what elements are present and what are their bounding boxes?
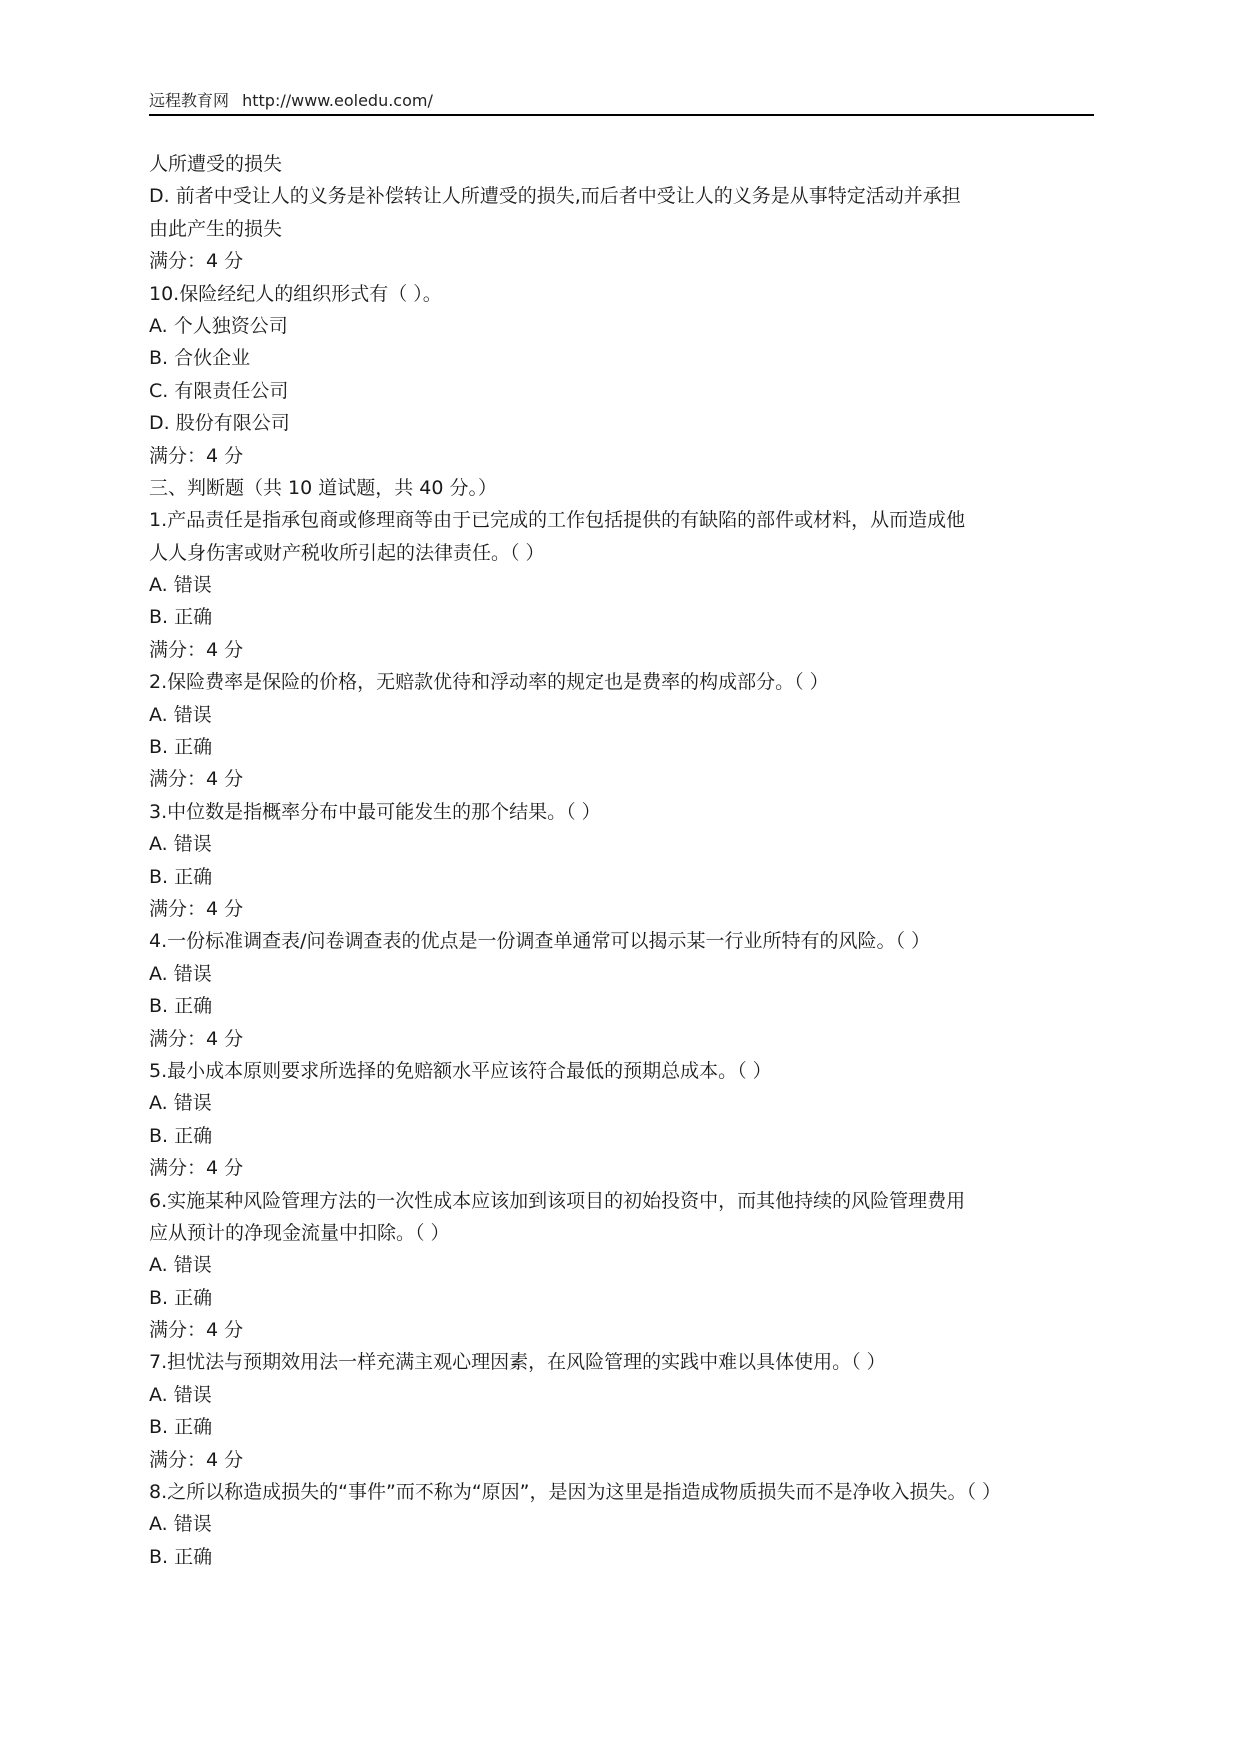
score-line: 满分：4 分 xyxy=(149,250,244,273)
score-line: 满分：4 分 xyxy=(149,897,244,920)
option-line: A. 错误 xyxy=(149,833,212,856)
option-line: A. 个人独资公司 xyxy=(149,314,288,337)
question-line: 应从预计的净现金流量中扣除。（ ） xyxy=(149,1221,450,1244)
text-line: 由此产生的损失 xyxy=(149,217,283,240)
question-line: 3.中位数是指概率分布中最可能发生的那个结果。（ ） xyxy=(149,800,601,823)
score-line: 满分：4 分 xyxy=(149,638,244,661)
option-line: A. 错误 xyxy=(149,574,212,597)
site-name: 远程教育网 xyxy=(149,91,230,110)
option-line: B. 正确 xyxy=(149,1416,213,1439)
option-line: A. 错误 xyxy=(149,1092,212,1115)
option-line: B. 正确 xyxy=(149,606,213,629)
question-line: 5.最小成本原则要求所选择的免赔额水平应该符合最低的预期总成本。（ ） xyxy=(149,1059,772,1082)
option-line: A. 错误 xyxy=(149,1383,212,1406)
score-line: 满分：4 分 xyxy=(149,1157,244,1180)
option-line: A. 错误 xyxy=(149,1513,212,1536)
document-body xyxy=(149,148,1094,1573)
question-line: 8.之所以称造成损失的“事件”而不称为“原因”，是因为这里是指造成物质损失而不是净收入损失。（ ） xyxy=(149,1481,1002,1504)
question-line: 6.实施某种风险管理方法的一次性成本应该加到该项目的初始投资中，而其他持续的风险管理费用 xyxy=(149,1189,966,1212)
option-line: B. 正确 xyxy=(149,865,213,888)
option-line: A. 错误 xyxy=(149,962,212,985)
question-line: 2.保险费率是保险的价格，无赔款优待和浮动率的规定也是费率的构成部分。（ ） xyxy=(149,671,829,694)
option-line: B. 正确 xyxy=(149,1286,213,1309)
section-heading: 三、判断题（共 10 道试题，共 40 分。） xyxy=(149,476,498,499)
site-url[interactable]: http://www.eoledu.com/ xyxy=(242,91,433,110)
option-line: C. 有限责任公司 xyxy=(149,379,289,402)
option-line: A. 错误 xyxy=(149,1254,212,1277)
header-divider xyxy=(149,114,1094,116)
option-line: B. 正确 xyxy=(149,1545,213,1568)
option-line: B. 正确 xyxy=(149,1124,213,1147)
option-line: A. 错误 xyxy=(149,703,212,726)
page-header xyxy=(149,88,1094,114)
question-line: 1.产品责任是指承包商或修理商等由于已完成的工作包括提供的有缺陷的部件或材料，从而造成他 xyxy=(149,509,966,532)
option-line: B. 正确 xyxy=(149,995,213,1018)
question-line: 人人身伤害或财产税收所引起的法律责任。（ ） xyxy=(149,541,545,564)
option-line: D. 前者中受让人的义务是补偿转让人所遭受的损失,而后者中受让人的义务是从事特定活动并承担 xyxy=(149,185,961,208)
option-line: B. 合伙企业 xyxy=(149,347,251,370)
score-line: 满分：4 分 xyxy=(149,1319,244,1342)
option-line: D. 股份有限公司 xyxy=(149,412,290,435)
question-line: 10.保险经纪人的组织形式有（ ）。 xyxy=(149,282,442,305)
text-line: 人所遭受的损失 xyxy=(149,153,283,175)
score-line: 满分：4 分 xyxy=(149,1448,244,1471)
score-line: 满分：4 分 xyxy=(149,768,244,791)
score-line: 满分：4 分 xyxy=(149,444,244,467)
question-line: 7.担忧法与预期效用法一样充满主观心理因素，在风险管理的实践中难以具体使用。（ ） xyxy=(149,1351,886,1374)
option-line: B. 正确 xyxy=(149,736,213,759)
score-line: 满分：4 分 xyxy=(149,1027,244,1050)
question-line: 4.一份标准调查表/问卷调查表的优点是一份调查单通常可以揭示某一行业所特有的风险。（ ） xyxy=(149,930,931,953)
